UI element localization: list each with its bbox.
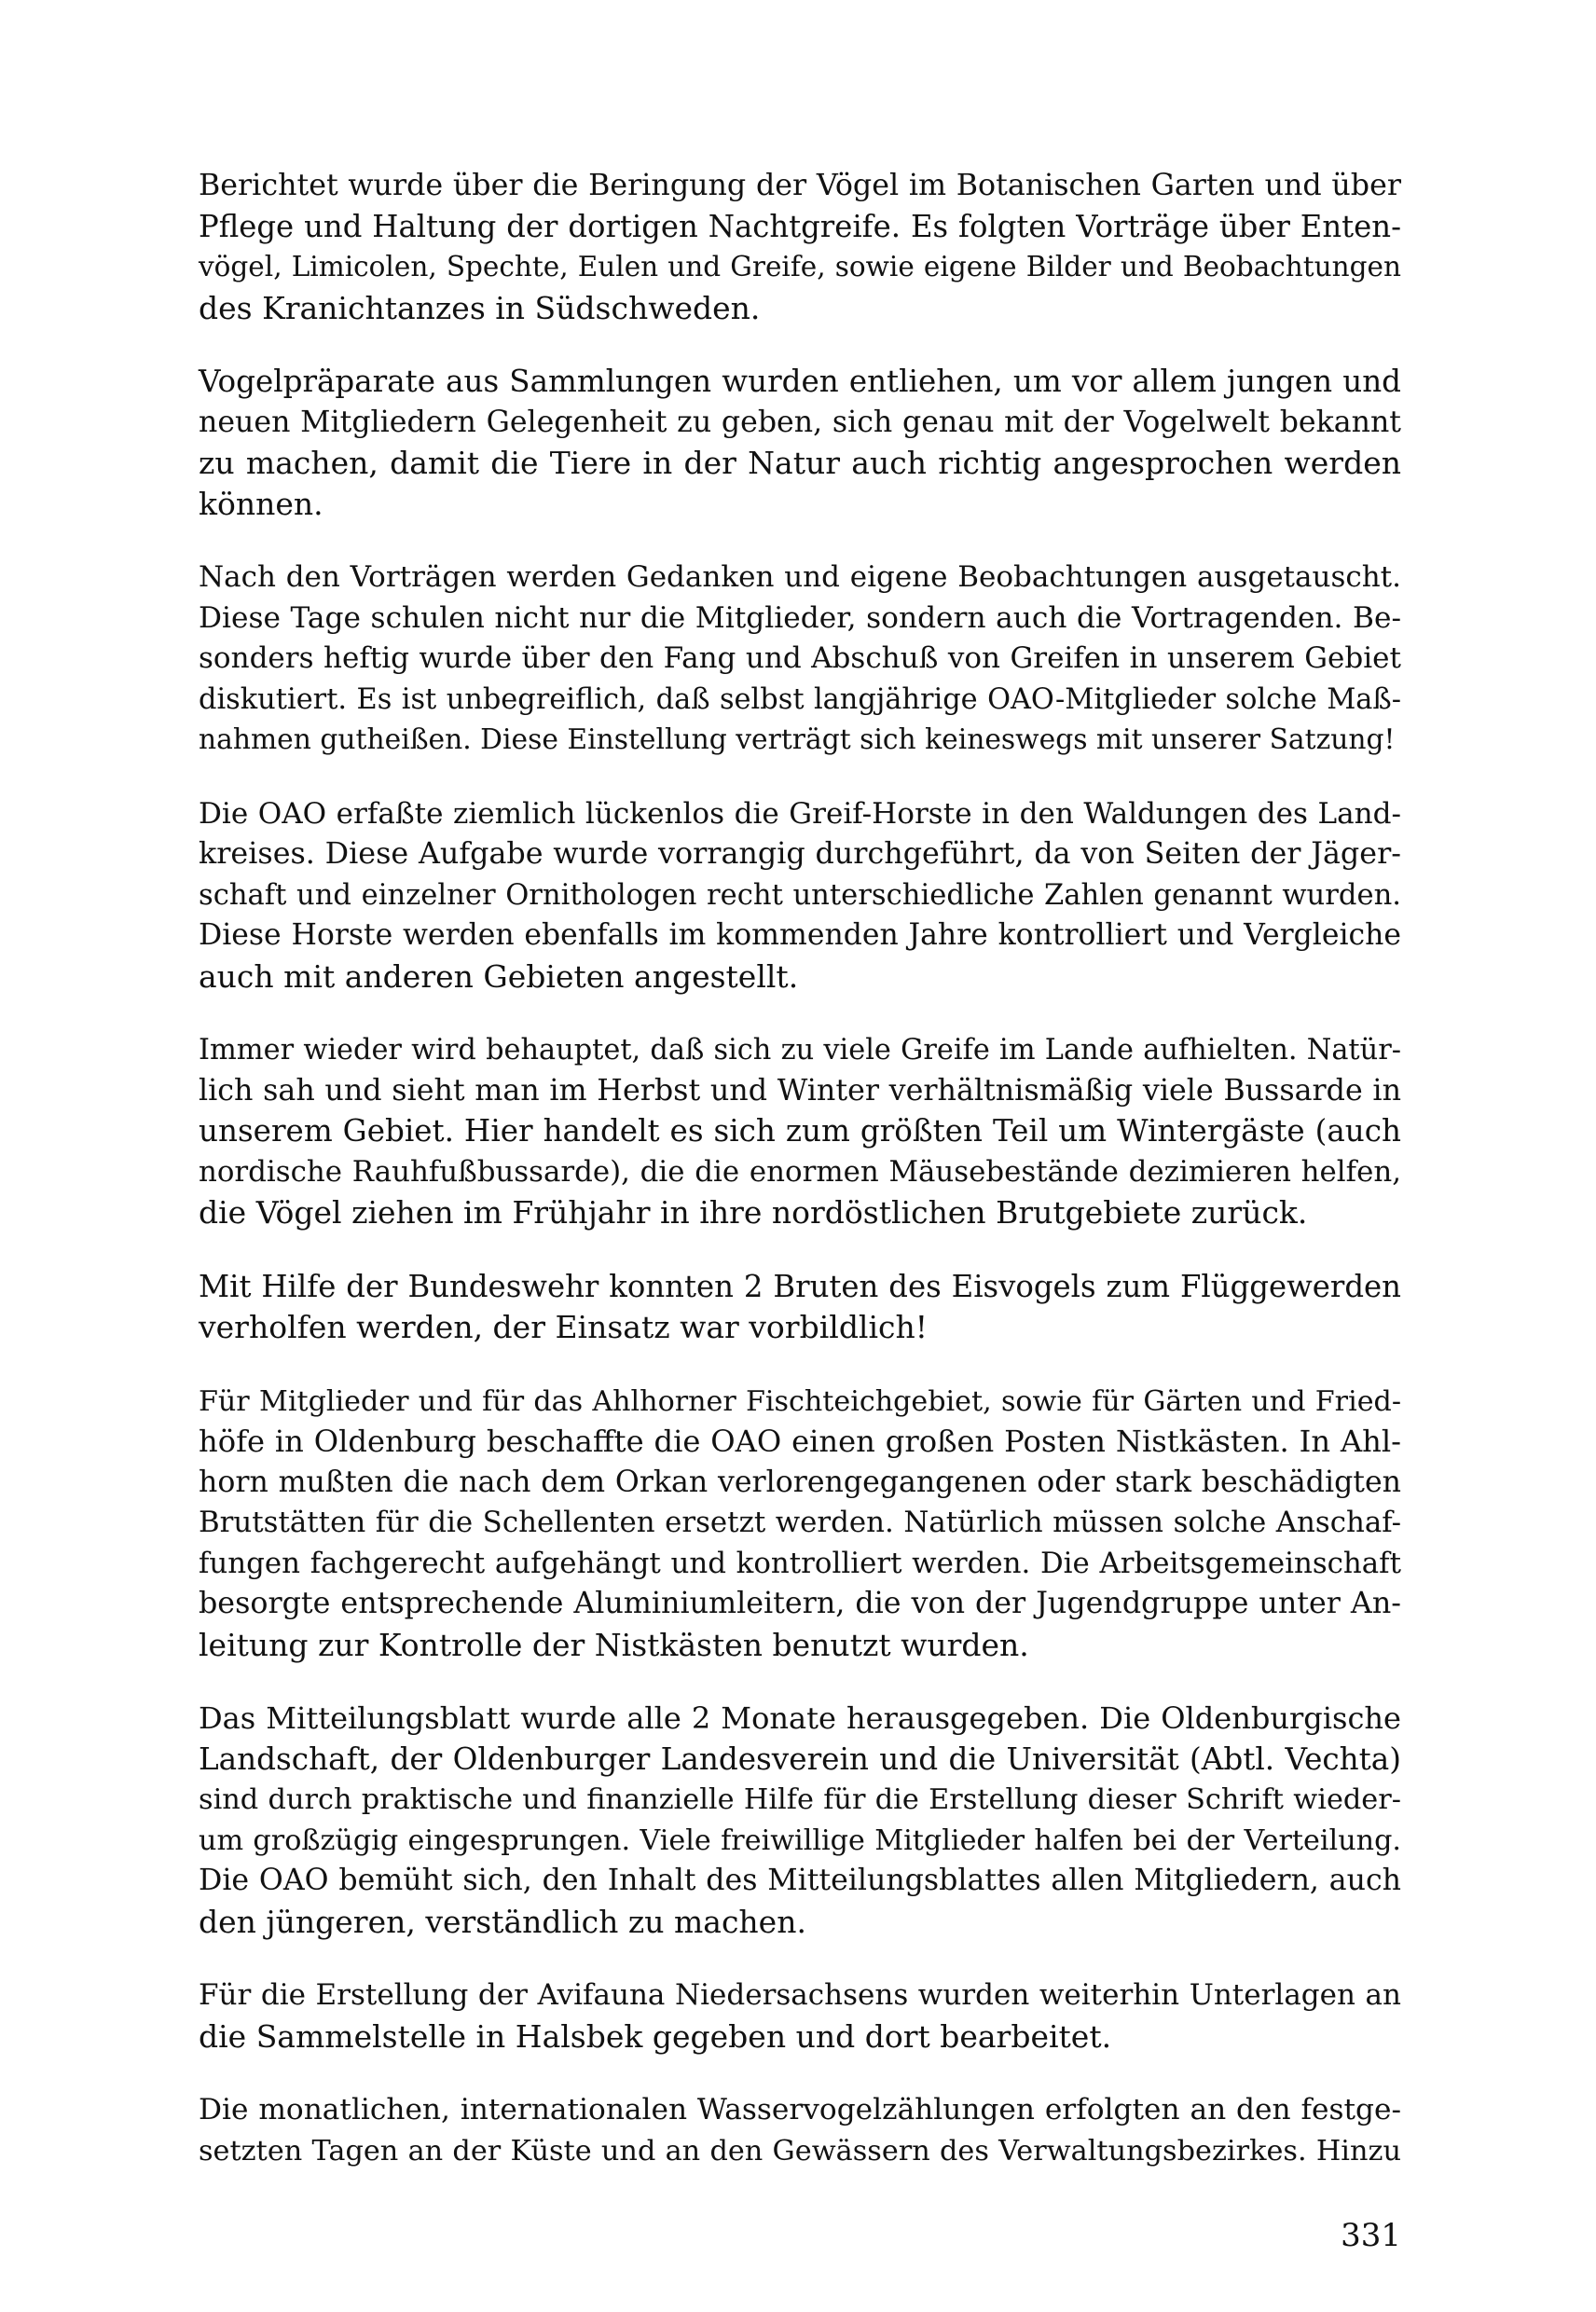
text-line: schaft und einzelner Ornithologen recht unterschiedliche Zahlen genannt wurden. bbox=[199, 878, 1401, 912]
text-line: Vogelpräparate aus Sammlungen wurden entliehen, um vor allem jungen und bbox=[199, 364, 1401, 399]
text-line: Die OAO bemüht sich, den Inhalt des Mitteilungsblattes allen Mitgliedern, auch bbox=[199, 1864, 1401, 1897]
text-line: die Sammelstelle in Halsbek gegeben und dort bearbeitet. bbox=[199, 2017, 1112, 2055]
paragraph bbox=[199, 557, 1401, 761]
text-line: Mit Hilfe der Bundeswehr konnten 2 Bruten des Eisvogels zum Flüggewerden bbox=[199, 1268, 1401, 1304]
text-line: die Vögel ziehen im Frühjahr in ihre nordöstlichen Brutgebiete zurück. bbox=[199, 1194, 1308, 1231]
page-number: 331 bbox=[1341, 2217, 1401, 2254]
paragraph bbox=[199, 1975, 1401, 2057]
text-line: nahmen gutheißen. Diese Einstellung verträgt sich keineswegs mit unserer Satzung! bbox=[199, 723, 1396, 756]
text-line: Nach den Vorträgen werden Gedanken und eigene Beobachtungen ausgetauscht. bbox=[199, 560, 1401, 594]
text-line: vögel, Limicolen, Spechte, Eulen und Greife, sowie eigene Bilder und Beobachtungen bbox=[199, 251, 1401, 282]
text-line: besorgte entsprechende Aluminiumleitern, die von der Jugendgruppe unter An- bbox=[199, 1587, 1401, 1620]
paragraph bbox=[199, 166, 1401, 328]
paragraph bbox=[199, 1030, 1401, 1233]
text-line: verholfen werden, der Einsatz war vorbildlich! bbox=[199, 1309, 929, 1345]
text-line: Immer wieder wird behauptet, daß sich zu viele Greife im Lande aufhielten. Natür- bbox=[199, 1034, 1401, 1067]
text-line: Für Mitglieder und für das Ahlhorner Fischteichgebiet, sowie für Gärten und Fried- bbox=[199, 1384, 1401, 1418]
paragraph bbox=[199, 794, 1401, 998]
text-line: setzten Tagen an der Küste und an den Gewässern des Verwaltungsbezirkes. Hinzu bbox=[199, 2134, 1401, 2168]
paragraph bbox=[199, 2090, 1401, 2171]
text-line: um großzügig eingesprungen. Viele freiwillige Mitglieder halfen bei der Verteilung. bbox=[199, 1823, 1401, 1857]
text-line: Die monatlichen, internationalen Wasservogelzählungen erfolgten an den festge- bbox=[199, 2093, 1401, 2126]
text-line: Die OAO erfaßte ziemlich lückenlos die Greif-Horste in den Waldungen des Land- bbox=[199, 796, 1401, 831]
paragraph bbox=[199, 1382, 1401, 1666]
paragraph bbox=[199, 1699, 1401, 1942]
text-line: lich sah und sieht man im Herbst und Winter verhältnismäßig viele Bussarde in bbox=[199, 1073, 1401, 1108]
text-line: unserem Gebiet. Hier handelt es sich zum größten Teil um Wintergäste (auch bbox=[199, 1113, 1401, 1149]
text-line: leitung zur Kontrolle der Nistkästen benutzt wurden. bbox=[199, 1626, 1029, 1663]
paragraph bbox=[199, 1267, 1401, 1348]
text-line: Das Mitteilungsblatt wurde alle 2 Monate herausgegeben. Die Oldenburgische bbox=[199, 1700, 1401, 1736]
text-line: horn mußten die nach dem Orkan verlorengegangenen oder stark beschädigten bbox=[199, 1465, 1401, 1499]
text-line: Berichtet wurde über die Beringung der Vögel im Botanischen Garten und über bbox=[199, 169, 1401, 202]
text-line: Für die Erstellung der Avifauna Niedersachsens wurden weiterhin Unterlagen an bbox=[199, 1978, 1401, 2012]
text-line: fungen fachgerecht aufgehängt und kontrolliert werden. Die Arbeitsgemeinschaft bbox=[199, 1546, 1401, 1580]
text-line: neuen Mitgliedern Gelegenheit zu geben, sich genau mit der Vogelwelt bekannt bbox=[199, 405, 1401, 439]
text-line: des Kranichtanzes in Südschweden. bbox=[199, 289, 761, 326]
text-line: auch mit anderen Gebieten angestellt. bbox=[199, 957, 799, 995]
text-line: Diese Horste werden ebenfalls im kommenden Jahre kontrolliert und Vergleiche bbox=[199, 918, 1401, 952]
body-text bbox=[199, 166, 1401, 2205]
text-line: Diese Tage schulen nicht nur die Mitglieder, sondern auch die Vortragenden. Be- bbox=[199, 600, 1401, 635]
paragraph bbox=[199, 362, 1401, 524]
text-line: zu machen, damit die Tiere in der Natur auch richtig angesprochen werden bbox=[199, 445, 1401, 481]
text-line: den jüngeren, verständlich zu machen. bbox=[199, 1903, 806, 1940]
text-line: können. bbox=[199, 485, 323, 522]
text-line: sind durch praktische und finanzielle Hilfe für die Erstellung dieser Schrift wieder- bbox=[199, 1783, 1401, 1816]
text-line: Brutstätten für die Schellenten ersetzt werden. Natürlich müssen solche Anschaf- bbox=[199, 1506, 1401, 1539]
text-line: Landschaft, der Oldenburger Landesverein und die Universität (Abtl. Vechta) bbox=[199, 1741, 1401, 1777]
text-line: nordische Rauhfußbussarde), die die enormen Mäusebestände dezimieren helfen, bbox=[199, 1154, 1401, 1189]
text-line: diskutiert. Es ist unbegreiflich, daß selbst langjährige OAO-Mitglieder solche Maß- bbox=[199, 682, 1401, 716]
text-line: Pflege und Haltung der dortigen Nachtgreife. Es folgten Vorträge über Enten- bbox=[199, 208, 1401, 244]
text-line: höfe in Oldenburg beschaffte die OAO einen großen Posten Nistkästen. In Ahl- bbox=[199, 1424, 1401, 1459]
text-line: sonders heftig wurde über den Fang und Abschuß von Greifen in unserem Gebiet bbox=[199, 641, 1401, 675]
text-line: kreises. Diese Aufgabe wurde vorrangig durchgeführt, da von Seiten der Jäger- bbox=[199, 837, 1401, 871]
